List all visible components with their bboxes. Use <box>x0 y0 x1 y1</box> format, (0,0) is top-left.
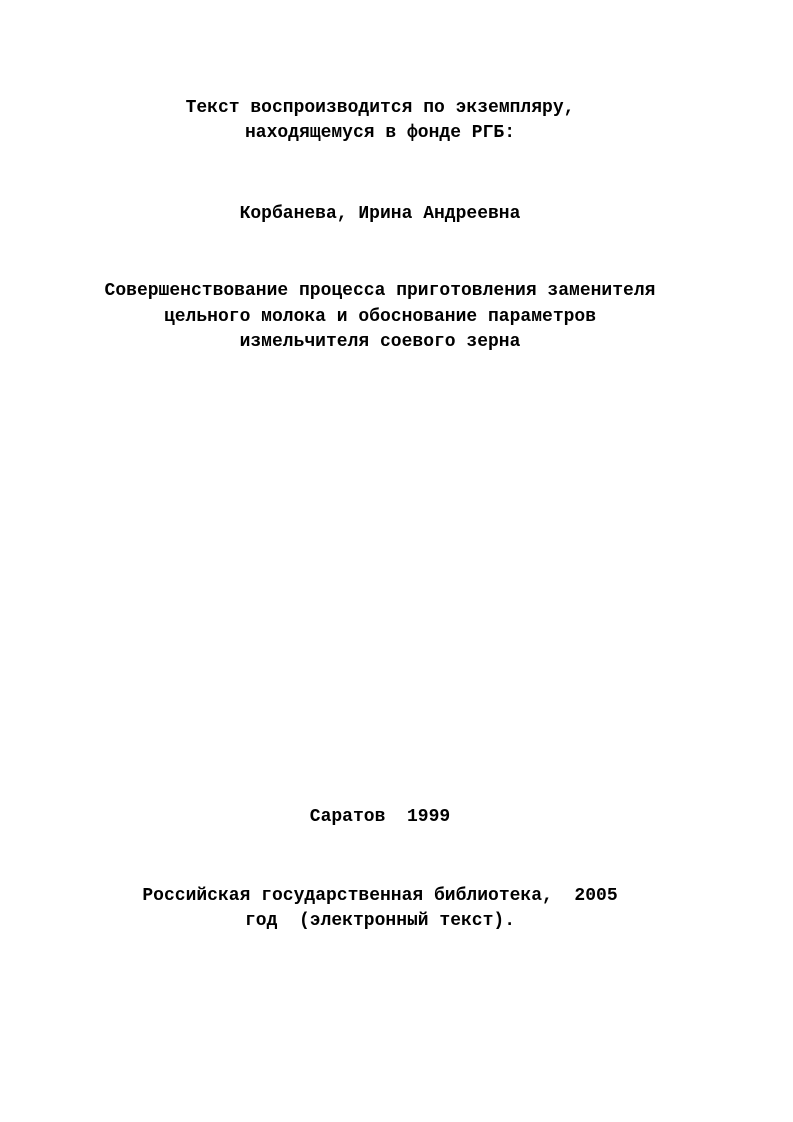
place-and-year: Саратов 1999 <box>309 807 451 827</box>
dissertation-title-line-2: цельного молока и обоснование параметров <box>163 307 597 327</box>
author-name: Корбанева, Ирина Андреевна <box>239 204 521 224</box>
library-note-line-1: Российская государственная библиотека, 2005 <box>142 886 618 906</box>
source-notice-line-2: находящемуся в фонде РГБ: <box>244 123 516 143</box>
dissertation-title-line-3: измельчителя соевого зерна <box>239 332 521 352</box>
library-note-line-2: год (электронный текст). <box>244 911 516 931</box>
source-notice-line-1: Текст воспроизводится по экземпляру, <box>185 98 575 118</box>
dissertation-title-line-1: Совершенствование процесса приготовления заменителя <box>104 281 656 301</box>
